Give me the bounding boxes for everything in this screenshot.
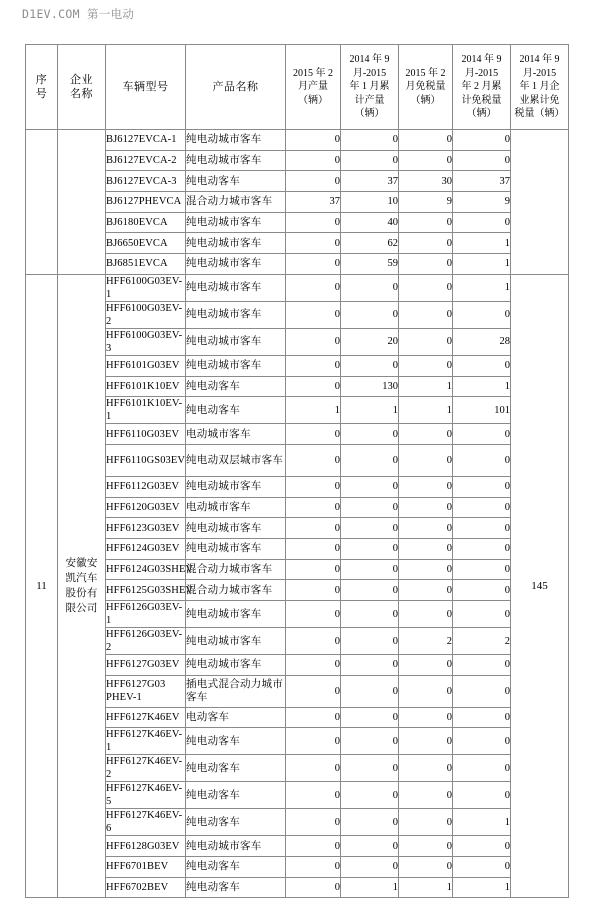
cell-vehicle-model: HFF6100G03EV-1: [106, 274, 186, 301]
header-line: 月-2015: [352, 67, 387, 79]
cell-product-name: 纯电动城市客车: [186, 601, 286, 628]
table-row: [26, 328, 569, 355]
cell-value-col6: 0: [341, 707, 399, 728]
model-line: HFF6127G03: [106, 679, 166, 691]
column-header-feb2015-output: [286, 45, 341, 130]
cell-vehicle-model: HFF6123G03EV: [106, 518, 186, 539]
cell-value-col6: 0: [341, 444, 399, 476]
cell-value-col7: 0: [399, 857, 453, 878]
cell-value-col5: 0: [286, 376, 341, 397]
cell-value-col7: 0: [399, 809, 453, 836]
cell-value-col5: 0: [286, 836, 341, 857]
cell-value-col8: 1: [453, 254, 511, 275]
cell-product-name: 纯电动城市客车: [186, 254, 286, 275]
cell-value-col8: 0: [453, 782, 511, 809]
cell-value-col8: 0: [453, 601, 511, 628]
header-line: 月-2015: [522, 67, 557, 79]
cell-value-col8: 1: [453, 877, 511, 898]
cell-value-col5: 0: [286, 518, 341, 539]
cell-product-name: 纯电动客车: [186, 809, 286, 836]
column-header-seq: [26, 45, 58, 130]
cell-value-col7: 0: [399, 728, 453, 755]
cell-value-col8: 1: [453, 233, 511, 254]
cell-value-col6: 59: [341, 254, 399, 275]
header-line: 2014 年 9: [349, 54, 390, 66]
table-row: [26, 233, 569, 254]
cell-value-col5: 0: [286, 476, 341, 497]
cell-sequence-number: [26, 130, 58, 275]
cell-value-col7: 0: [399, 355, 453, 376]
cell-value-col7: 0: [399, 675, 453, 707]
cell-value-col5: 0: [286, 233, 341, 254]
cell-value-col7: 0: [399, 538, 453, 559]
cell-vehicle-model: [106, 675, 186, 707]
cell-value-col6: 0: [341, 497, 399, 518]
cell-value-col8: 0: [453, 424, 511, 445]
cell-value-col6: 0: [341, 518, 399, 539]
column-header-product: [186, 45, 286, 130]
header-line: 年 1 月累: [349, 81, 390, 93]
table-row: [26, 444, 569, 476]
header-line: 2014 年 9: [461, 54, 502, 66]
company-name-line: 股份有: [65, 588, 98, 600]
table-row: [26, 707, 569, 728]
cell-product-name: 电动城市客车: [186, 424, 286, 445]
cell-value-col8: 0: [453, 355, 511, 376]
table-row: [26, 580, 569, 601]
header-line: （辆）: [466, 108, 497, 120]
header-row: [26, 45, 569, 130]
cell-value-col6: 0: [341, 601, 399, 628]
table-row: [26, 424, 569, 445]
cell-value-col5: 0: [286, 628, 341, 655]
table-row: [26, 171, 569, 192]
cell-value-col8: 9: [453, 192, 511, 213]
table-row: [26, 301, 569, 328]
cell-product-name: 纯电动城市客车: [186, 328, 286, 355]
cell-product-name: 纯电动城市客车: [186, 628, 286, 655]
cell-value-col5: 0: [286, 130, 341, 151]
cell-product-name: 纯电动城市客车: [186, 130, 286, 151]
cell-value-col5: 0: [286, 150, 341, 171]
column-header-cumulative-exempt: [453, 45, 511, 130]
cell-value-col8: 0: [453, 212, 511, 233]
cell-value-col5: 0: [286, 809, 341, 836]
header-line: 产品名称: [212, 81, 259, 93]
cell-value-col8: 0: [453, 476, 511, 497]
table-row: [26, 476, 569, 497]
column-header-model: [106, 45, 186, 130]
cell-product-name: 纯电动客车: [186, 728, 286, 755]
header-line: （辆）: [354, 108, 385, 120]
table-row: [26, 150, 569, 171]
cell-value-col6: 40: [341, 212, 399, 233]
cell-product-name: 混合动力城市客车: [186, 192, 286, 213]
cell-value-col8: 0: [453, 580, 511, 601]
cell-product-name: 纯电动城市客车: [186, 655, 286, 676]
header-line: 月免税量: [405, 81, 446, 93]
header-line: 税量（辆）: [514, 108, 565, 120]
header-line: （辆）: [410, 94, 441, 106]
cell-value-col6: 0: [341, 559, 399, 580]
cell-product-name: 纯电动城市客车: [186, 233, 286, 254]
cell-vehicle-model: HFF6101K10EV: [106, 376, 186, 397]
cell-vehicle-model: HFF6127K46EV: [106, 707, 186, 728]
cell-value-col5: 0: [286, 424, 341, 445]
cell-value-col5: 0: [286, 212, 341, 233]
cell-value-col8: 0: [453, 707, 511, 728]
cell-value-col7: 0: [399, 274, 453, 301]
cell-value-col5: 0: [286, 274, 341, 301]
cell-value-col7: 0: [399, 254, 453, 275]
cell-value-col6: 0: [341, 755, 399, 782]
cell-value-col8: 2: [453, 628, 511, 655]
cell-value-col8: 0: [453, 301, 511, 328]
cell-value-col5: 0: [286, 755, 341, 782]
cell-value-col7: 0: [399, 233, 453, 254]
cell-vehicle-model: HFF6112G03EV: [106, 476, 186, 497]
cell-product-name: 纯电动城市客车: [186, 476, 286, 497]
cell-value-col7: 9: [399, 192, 453, 213]
cell-value-col6: 0: [341, 857, 399, 878]
cell-value-col8: 0: [453, 755, 511, 782]
cell-value-col5: 0: [286, 559, 341, 580]
cell-value-col5: 0: [286, 675, 341, 707]
cell-product-name: 纯电动客车: [186, 877, 286, 898]
cell-value-col5: 0: [286, 254, 341, 275]
cell-value-col6: 0: [341, 424, 399, 445]
cell-value-col6: 0: [341, 809, 399, 836]
cell-value-col7: 0: [399, 424, 453, 445]
cell-value-col7: 0: [399, 212, 453, 233]
cell-value-col6: 0: [341, 355, 399, 376]
cell-vehicle-model: HFF6126G03EV-2: [106, 628, 186, 655]
cell-value-col5: 37: [286, 192, 341, 213]
cell-value-col8: 0: [453, 728, 511, 755]
table-row: [26, 601, 569, 628]
cell-value-col6: 0: [341, 301, 399, 328]
table-row: [26, 355, 569, 376]
cell-product-name: 纯电动城市客车: [186, 301, 286, 328]
cell-value-col6: 0: [341, 782, 399, 809]
cell-value-col6: 62: [341, 233, 399, 254]
cell-vehicle-model: HFF6110G03EV: [106, 424, 186, 445]
model-line: PHEV-1: [106, 692, 142, 704]
cell-product-name: 纯电动城市客车: [186, 355, 286, 376]
table-row: [26, 857, 569, 878]
cell-vehicle-model: HFF6100G03EV-2: [106, 301, 186, 328]
cell-value-col7: 0: [399, 301, 453, 328]
header-line: 2015 年 2: [405, 67, 446, 79]
header-line: 名称: [70, 88, 93, 100]
cell-vehicle-model: HFF6701BEV: [106, 857, 186, 878]
column-header-company: [58, 45, 106, 130]
cell-product-name: 纯电动城市客车: [186, 150, 286, 171]
cell-product-name: 电动城市客车: [186, 497, 286, 518]
cell-value-col7: 1: [399, 397, 453, 424]
cell-vehicle-model: HFF6120G03EV: [106, 497, 186, 518]
cell-value-col7: 30: [399, 171, 453, 192]
cell-product-name: 纯电动城市客车: [186, 212, 286, 233]
cell-product-name: 电动客车: [186, 707, 286, 728]
cell-value-col8: 101: [453, 397, 511, 424]
company-name-line: 限公司: [65, 603, 98, 615]
cell-value-col6: 0: [341, 580, 399, 601]
cell-value-col7: 0: [399, 707, 453, 728]
cell-product-name: 纯电动客车: [186, 782, 286, 809]
header-line: 年 2 月累: [461, 81, 502, 93]
cell-value-col5: 0: [286, 728, 341, 755]
cell-product-name: 纯电动城市客车: [186, 274, 286, 301]
cell-vehicle-model: HFF6127K46EV-5: [106, 782, 186, 809]
cell-value-col5: 0: [286, 301, 341, 328]
cell-value-col8: 0: [453, 857, 511, 878]
cell-value-col7: 1: [399, 877, 453, 898]
cell-product-name: 纯电动客车: [186, 171, 286, 192]
cell-value-col7: 0: [399, 497, 453, 518]
cell-company-name: [58, 274, 106, 898]
cell-vehicle-model: HFF6101K10EV-1: [106, 397, 186, 424]
table-row: [26, 192, 569, 213]
cell-product-name: 纯电动客车: [186, 376, 286, 397]
cell-product-name: 混合动力城市客车: [186, 580, 286, 601]
company-name-line: 凯汽车: [65, 573, 98, 585]
table-row: [26, 497, 569, 518]
production-table-container: [25, 44, 568, 898]
cell-vehicle-model: HFF6127K46EV-6: [106, 809, 186, 836]
cell-vehicle-model: HFF6124G03SHEV: [106, 559, 186, 580]
cell-product-name: 纯电动客车: [186, 857, 286, 878]
cell-value-col6: 0: [341, 538, 399, 559]
cell-vehicle-model: HFF6127G03EV: [106, 655, 186, 676]
cell-value-col7: 0: [399, 655, 453, 676]
cell-value-col6: 0: [341, 150, 399, 171]
cell-vehicle-model: HFF6110GS03EV: [106, 444, 186, 476]
cell-value-col7: 0: [399, 518, 453, 539]
header-line: 2014 年 9: [519, 54, 560, 66]
column-header-cumulative-output: [341, 45, 399, 130]
cell-vehicle-model: HFF6128G03EV: [106, 836, 186, 857]
cell-company-name: [58, 130, 106, 275]
cell-value-col7: 0: [399, 755, 453, 782]
table-row: [26, 212, 569, 233]
cell-value-col8: 0: [453, 518, 511, 539]
cell-value-col8: 1: [453, 809, 511, 836]
cell-value-col7: 0: [399, 782, 453, 809]
cell-product-name: 纯电动客车: [186, 397, 286, 424]
table-row: [26, 728, 569, 755]
cell-vehicle-model: BJ6127PHEVCA: [106, 192, 186, 213]
header-line: 业累计免: [519, 94, 560, 106]
cell-value-col6: 20: [341, 328, 399, 355]
cell-value-col8: 0: [453, 444, 511, 476]
cell-vehicle-model: HFF6101G03EV: [106, 355, 186, 376]
column-header-feb2015-exempt: [399, 45, 453, 130]
header-line: （辆）: [298, 94, 328, 106]
cell-value-col7: 1: [399, 376, 453, 397]
cell-value-col5: 0: [286, 580, 341, 601]
cell-vehicle-model: BJ6127EVCA-1: [106, 130, 186, 151]
cell-value-col5: 1: [286, 397, 341, 424]
cell-enterprise-total: 145: [511, 274, 569, 898]
header-line: 车辆型号: [122, 81, 169, 93]
cell-value-col5: 0: [286, 857, 341, 878]
cell-value-col7: 0: [399, 559, 453, 580]
cell-value-col5: 0: [286, 707, 341, 728]
cell-sequence-number: 11: [26, 274, 58, 898]
column-header-enterprise-cumulative-exempt: [511, 45, 569, 130]
cell-value-col5: 0: [286, 171, 341, 192]
cell-value-col8: 0: [453, 150, 511, 171]
table-row: [26, 274, 569, 301]
cell-value-col5: 0: [286, 497, 341, 518]
cell-vehicle-model: BJ6650EVCA: [106, 233, 186, 254]
header-line: 企业: [70, 74, 93, 86]
cell-value-col8: 0: [453, 675, 511, 707]
header-line: 2015 年 2: [293, 67, 333, 79]
cell-vehicle-model: HFF6126G03EV-1: [106, 601, 186, 628]
table-row: [26, 538, 569, 559]
table-row: [26, 628, 569, 655]
cell-value-col5: 0: [286, 444, 341, 476]
cell-product-name: 纯电动城市客车: [186, 538, 286, 559]
cell-product-name: 混合动力城市客车: [186, 559, 286, 580]
cell-value-col7: 0: [399, 444, 453, 476]
cell-value-col6: 0: [341, 728, 399, 755]
cell-value-col7: 0: [399, 601, 453, 628]
header-line: 计产量: [354, 94, 385, 106]
table-row: [26, 675, 569, 707]
table-row: [26, 655, 569, 676]
cell-product-name: 纯电动城市客车: [186, 518, 286, 539]
header-line: 年 1 月企: [519, 81, 560, 93]
cell-value-col5: 0: [286, 601, 341, 628]
header-line: 月产量: [298, 81, 328, 93]
table-row: [26, 877, 569, 898]
company-name-line: 安徽安: [65, 558, 98, 570]
cell-product-name: 插电式混合动力城市客车: [186, 675, 286, 707]
table-row: [26, 130, 569, 151]
cell-enterprise-total: [511, 130, 569, 275]
cell-value-col6: 0: [341, 836, 399, 857]
table-row: [26, 559, 569, 580]
cell-value-col8: 0: [453, 497, 511, 518]
cell-vehicle-model: BJ6127EVCA-3: [106, 171, 186, 192]
cell-value-col6: 0: [341, 675, 399, 707]
cell-vehicle-model: HFF6100G03EV-3: [106, 328, 186, 355]
cell-value-col8: 0: [453, 538, 511, 559]
cell-value-col7: 0: [399, 328, 453, 355]
header-line: 月-2015: [464, 67, 499, 79]
site-watermark: D1EV.COM 第一电动: [22, 7, 135, 21]
cell-value-col6: 37: [341, 171, 399, 192]
table-row: [26, 755, 569, 782]
cell-product-name: 纯电动城市客车: [186, 836, 286, 857]
cell-value-col7: 0: [399, 130, 453, 151]
cell-value-col5: 0: [286, 782, 341, 809]
table-row: [26, 254, 569, 275]
table-row: [26, 836, 569, 857]
cell-value-col7: 0: [399, 476, 453, 497]
table-row: [26, 397, 569, 424]
cell-value-col5: 0: [286, 877, 341, 898]
cell-value-col5: 0: [286, 538, 341, 559]
cell-product-name: 纯电动客车: [186, 755, 286, 782]
cell-vehicle-model: HFF6125G03SHEV: [106, 580, 186, 601]
cell-vehicle-model: BJ6180EVCA: [106, 212, 186, 233]
cell-vehicle-model: HFF6127K46EV-1: [106, 728, 186, 755]
cell-vehicle-model: HFF6124G03EV: [106, 538, 186, 559]
cell-product-name: 纯电动双层城市客车: [186, 444, 286, 476]
table-row: [26, 376, 569, 397]
cell-value-col8: 0: [453, 130, 511, 151]
cell-value-col7: 0: [399, 150, 453, 171]
cell-value-col6: 0: [341, 655, 399, 676]
cell-value-col7: 0: [399, 580, 453, 601]
cell-vehicle-model: HFF6127K46EV-2: [106, 755, 186, 782]
cell-value-col8: 28: [453, 328, 511, 355]
cell-vehicle-model: BJ6127EVCA-2: [106, 150, 186, 171]
cell-value-col5: 0: [286, 355, 341, 376]
cell-value-col7: 0: [399, 836, 453, 857]
header-line: 号: [35, 88, 48, 100]
header-line: 序: [35, 74, 48, 86]
table-row: [26, 809, 569, 836]
cell-value-col8: 1: [453, 274, 511, 301]
header-line: 计免税量: [461, 94, 502, 106]
cell-value-col6: 0: [341, 130, 399, 151]
cell-value-col6: 0: [341, 628, 399, 655]
table-row: [26, 782, 569, 809]
cell-value-col8: 37: [453, 171, 511, 192]
cell-vehicle-model: BJ6851EVCA: [106, 254, 186, 275]
cell-value-col8: 0: [453, 836, 511, 857]
cell-value-col6: 10: [341, 192, 399, 213]
cell-value-col8: 1: [453, 376, 511, 397]
cell-value-col6: 1: [341, 877, 399, 898]
cell-value-col5: 0: [286, 655, 341, 676]
cell-value-col5: 0: [286, 328, 341, 355]
cell-value-col7: 2: [399, 628, 453, 655]
table-row: [26, 518, 569, 539]
cell-value-col8: 0: [453, 655, 511, 676]
cell-vehicle-model: HFF6702BEV: [106, 877, 186, 898]
cell-value-col6: 1: [341, 397, 399, 424]
vehicle-production-table: [25, 44, 569, 898]
table-header: [26, 45, 569, 130]
table-body: [26, 130, 569, 898]
cell-value-col6: 0: [341, 274, 399, 301]
cell-value-col6: 130: [341, 376, 399, 397]
cell-value-col8: 0: [453, 559, 511, 580]
cell-value-col6: 0: [341, 476, 399, 497]
